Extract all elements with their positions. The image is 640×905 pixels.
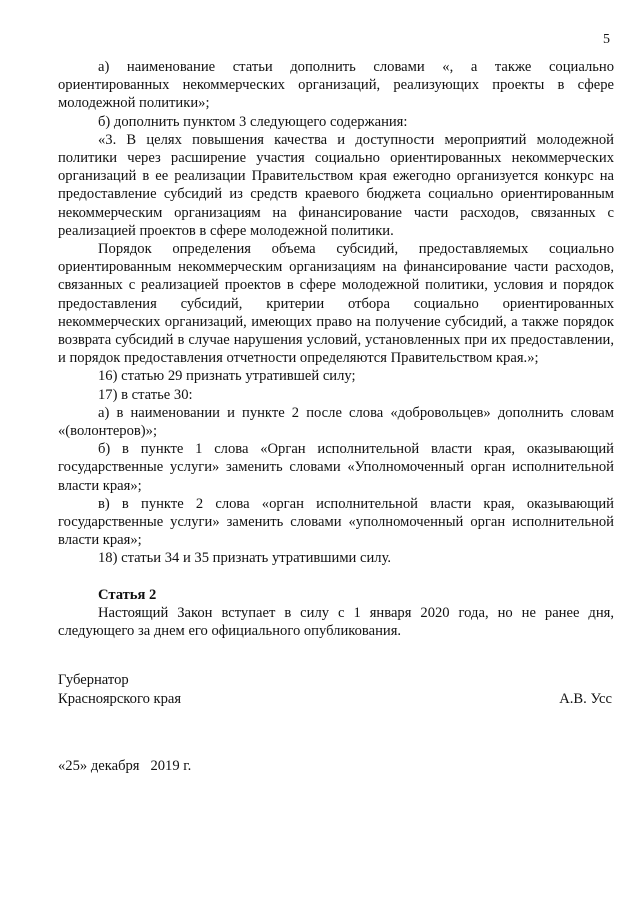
paragraph: в) в пункте 2 слова «орган исполнительной власти края, оказывающий государственные услуги» заменить словами «уполномоченный орган исполнительной власти края»; [58, 495, 614, 549]
paragraph: б) в пункте 1 слова «Орган исполнительной власти края, оказывающий государственные услуги» заменить словами «Уполномоченный орган исполнительной власти края»; [58, 441, 614, 494]
paragraph: а) в наименовании и пункте 2 после слова «добровольцев» дополнить словам «(волонтеров)»; [58, 404, 614, 440]
paragraph: «3. В целях повышения качества и доступности мероприятий молодежной политики через расширение участия социально ориентированных некоммерческих организаций в ее реализации Правительством края ежегодно организуется конкурс на предоставление субсидий из средств краевого бюджета социально ориентированным некоммерческим организациям на финансирование части расходов, связанных с реализацией проектов в сфере молодежной политики. [58, 131, 614, 239]
article-heading: Статья 2 [98, 586, 157, 603]
signatory-name: А.В. Усс [559, 690, 612, 707]
paragraph: Порядок определения объема субсидий, предоставляемых социально ориентированным некоммерческим организациям на финансирование части расходов, связанных с реализацией проектов в сфере молодежной политики, условия и порядок предоставления субсидий, критерии отбора социально ориентированных некоммерческих организаций, имеющих право на получение субсидий, а также порядок возврата субсидий в случае нарушения условий, установленных при их предоставлении, и порядок предоставления отчетности определяются Правительством края.»; [58, 241, 614, 367]
document-body [58, 58, 614, 640]
document-date: «25» декабря 2019 г. [58, 758, 192, 774]
paragraph: а) наименование статьи дополнить словами «, а также социально ориентированных некоммерческих организаций, реализующих проекты в сфере молодежной политики»; [58, 59, 614, 112]
paragraph: 16) статью 29 признать утратившей силу; [98, 368, 356, 385]
signatory-title-line2: Красноярского края [58, 690, 182, 707]
paragraph: 18) статьи 34 и 35 признать утратившими силу. [98, 550, 392, 567]
page-number: 5 [603, 32, 610, 47]
article-text: Настоящий Закон вступает в силу с 1 января 2020 года, но не ранее дня, следующего за днем его официального опубликования. [58, 604, 614, 640]
signature-block [58, 671, 614, 708]
paragraph: б) дополнить пунктом 3 следующего содержания: [98, 113, 408, 130]
paragraph: 17) в статье 30: [98, 386, 193, 403]
signatory-title-line1: Губернатор [58, 672, 129, 688]
